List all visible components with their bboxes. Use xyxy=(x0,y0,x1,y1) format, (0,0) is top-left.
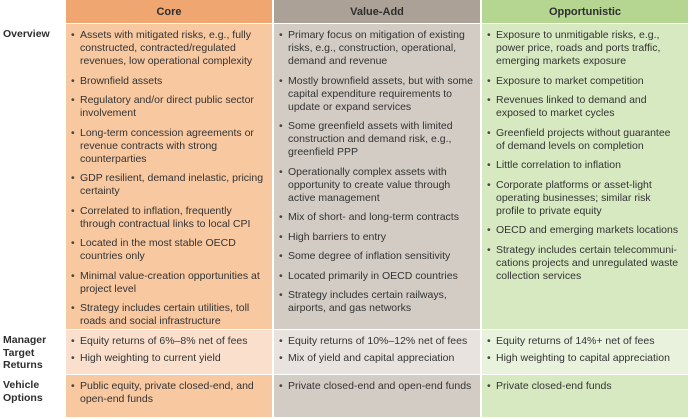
list-item: • Regulatory and/or direct public sector involvement xyxy=(71,94,266,120)
list-item: • Some degree of inflation sensitivity xyxy=(279,250,474,263)
list-item: • Mostly brownfield assets, but with some capital expenditure requirements to update or expand services xyxy=(279,75,474,114)
bullet-list xyxy=(279,29,474,315)
list-item: • Mix of yield and capital appreciation xyxy=(279,352,474,365)
list-item: • Located in the most stable OECD countries only xyxy=(71,237,266,263)
bullet-list xyxy=(279,335,474,365)
list-item: • Corporate platforms or asset-light operating businesses; similar risk profile to private equity xyxy=(487,179,682,218)
column-header-opportunistic: Opportunistic xyxy=(482,0,688,23)
cell-returns-opportunistic xyxy=(482,330,688,374)
list-item: • Greenfield projects without guarantee of demand levels on completion xyxy=(487,127,682,153)
list-item: • Long-term concession agreements or revenue contracts with strong counterparties xyxy=(71,127,266,166)
list-item: • Equity returns of 14%+ net of fees xyxy=(487,335,682,348)
list-item: • GDP resilient, demand inelastic, pricing certainty xyxy=(71,172,266,198)
bullet-list xyxy=(487,380,682,393)
list-item: • Some greenfield assets with limited construction and demand risk, e.g., greenfield PPP xyxy=(279,120,474,159)
list-item: • Brownfield assets xyxy=(71,75,266,88)
list-item: • Located primarily in OECD countries xyxy=(279,270,474,283)
list-item: • Mix of short- and long-term contracts xyxy=(279,211,474,224)
list-item: • Strategy includes certain telecommuni-cations projects and unregulated waste collection services xyxy=(487,244,682,283)
row-label-manager-target-returns: Manager Target Returns xyxy=(3,334,47,371)
list-item: • Assets with mitigated risks, e.g., fully constructed, contracted/regulated revenues, low operational complexity xyxy=(71,29,266,68)
list-item: • Exposure to market competition xyxy=(487,75,682,88)
corner-cell xyxy=(0,0,64,23)
column-header-core: Core xyxy=(66,0,272,23)
cell-returns-core xyxy=(66,330,272,374)
bullet-list xyxy=(71,29,266,328)
list-item: • High weighting to current yield xyxy=(71,352,266,365)
list-item: • Strategy includes certain railways, airports, and gas networks xyxy=(279,289,474,315)
row-label-overview: Overview xyxy=(3,28,50,40)
cell-overview-opportunistic xyxy=(482,24,688,329)
list-item: • Minimal value-creation opportunities at project level xyxy=(71,270,266,296)
list-item: • High weighting to capital appreciation xyxy=(487,352,682,365)
bullet-list xyxy=(71,380,266,406)
list-item: • Correlated to inflation, frequently through contractual links to local CPI xyxy=(71,205,266,231)
cell-vehicle-core xyxy=(66,375,272,417)
list-item: • Equity returns of 10%–12% net of fees xyxy=(279,335,474,348)
list-item: • Little correlation to inflation xyxy=(487,159,682,172)
list-item: • High barriers to entry xyxy=(279,231,474,244)
bullet-list xyxy=(487,335,682,365)
cell-overview-value-add xyxy=(274,24,480,329)
list-item: • Public equity, private closed-end, and open-end funds xyxy=(71,380,266,406)
cell-returns-value-add xyxy=(274,330,480,374)
row-label-vehicle-options: Vehicle Options xyxy=(3,379,43,404)
list-item: • Exposure to unmitigable risks, e.g., power price, roads and ports traffic, emerging markets exposure xyxy=(487,29,682,68)
cell-vehicle-opportunistic xyxy=(482,375,688,417)
list-item: • Private closed-end and open-end funds xyxy=(279,380,474,393)
bullet-list xyxy=(487,29,682,283)
list-item: • Strategy includes certain utilities, toll roads and social infrastructure xyxy=(71,302,266,328)
list-item: • Revenues linked to demand and exposed to market cycles xyxy=(487,94,682,120)
list-item: • Equity returns of 6%–8% net of fees xyxy=(71,335,266,348)
bullet-list xyxy=(279,380,474,393)
list-item: • Primary focus on mitigation of existing risks, e.g., construction, operational, demand and revenue xyxy=(279,29,474,68)
cell-overview-core xyxy=(66,24,272,329)
cell-vehicle-value-add xyxy=(274,375,480,417)
list-item: • OECD and emerging markets locations xyxy=(487,224,682,237)
list-item: • Operationally complex assets with opportunity to create value through active management xyxy=(279,166,474,205)
column-header-value-add: Value-Add xyxy=(274,0,480,23)
list-item: • Private closed-end funds xyxy=(487,380,682,393)
bullet-list xyxy=(71,335,266,365)
